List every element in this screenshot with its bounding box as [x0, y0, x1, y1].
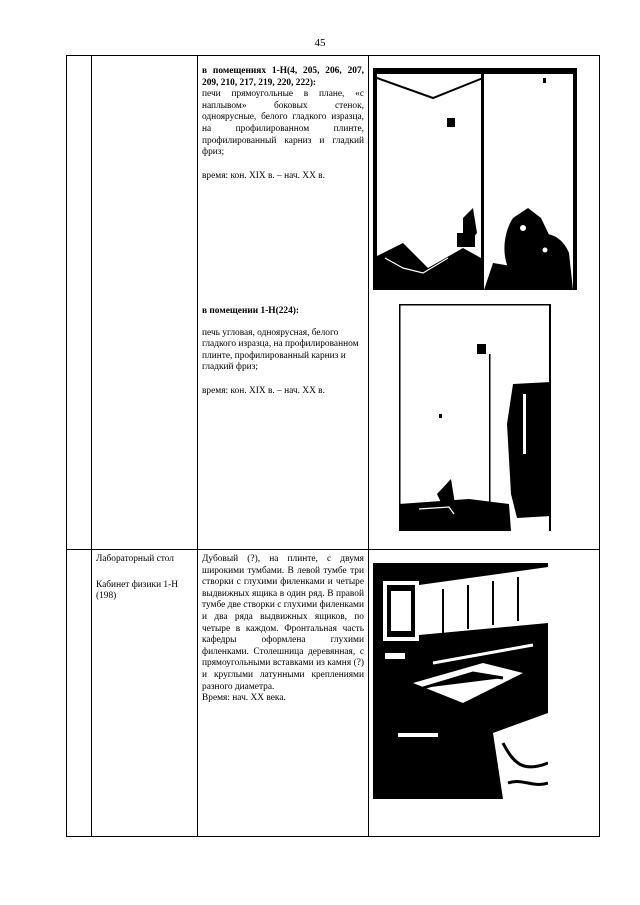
row3-time: Время: нач. XX века.	[202, 693, 286, 704]
laboratory-table-photo	[373, 563, 548, 799]
row2-heading: в помещении 1-Н(224):	[202, 306, 300, 316]
column-divider-1	[91, 56, 92, 836]
column-divider-3	[368, 56, 369, 836]
row2-time: время: кон. XIX в. – нач. XX в.	[202, 385, 325, 396]
stove-photo-1	[373, 68, 577, 290]
row1-heading: в помещениях 1-Н(4, 205, 206, 207, 209, 210, 217, 219, 220, 222):	[202, 66, 364, 88]
row1-description: печи прямоугольные в плане, «с наплывом» боковых стенок, одноярусные, белого гладкого изразца, на профилированном плинте, профилированный карниз и гладкий фриз;	[202, 89, 364, 158]
row-divider	[67, 549, 599, 550]
row1-time: время: кон. XIX в. – нач. XX в.	[202, 170, 325, 181]
row2-description: печь угловая, одноярусная, белого гладкого изразца, на профилированном плинте, профилированный карниз и гладкий фриз;	[202, 327, 359, 373]
stove-photo-2	[399, 304, 551, 531]
object-location: Кабинет физики 1-Н (198)	[96, 579, 179, 602]
object-name: Лабораторный стол	[96, 554, 174, 564]
row1-text-cell	[202, 66, 364, 182]
page-number: 45	[314, 37, 326, 49]
row3-text-cell	[202, 554, 364, 705]
inventory-table	[66, 55, 600, 837]
row3-object-cell	[96, 554, 194, 603]
row3-description: Дубовый (?), на плинте, с двумя широкими тумбами. В левой тумбе три створки с глухими филенками и четыре выдвижных ящика в один ряд. В правой тумбе две створки с глухими филенками и два ряда выдвижных ящиков, по четыре в каждом. Фронтальная часть кафедры оформлена глухими филенками. Столешница деревянная, с прямоугольными вставками из камня (?) и круглыми латунными креплениями разного диаметра.	[202, 554, 364, 692]
column-divider-2	[197, 56, 198, 836]
row2-text-cell	[202, 306, 362, 398]
